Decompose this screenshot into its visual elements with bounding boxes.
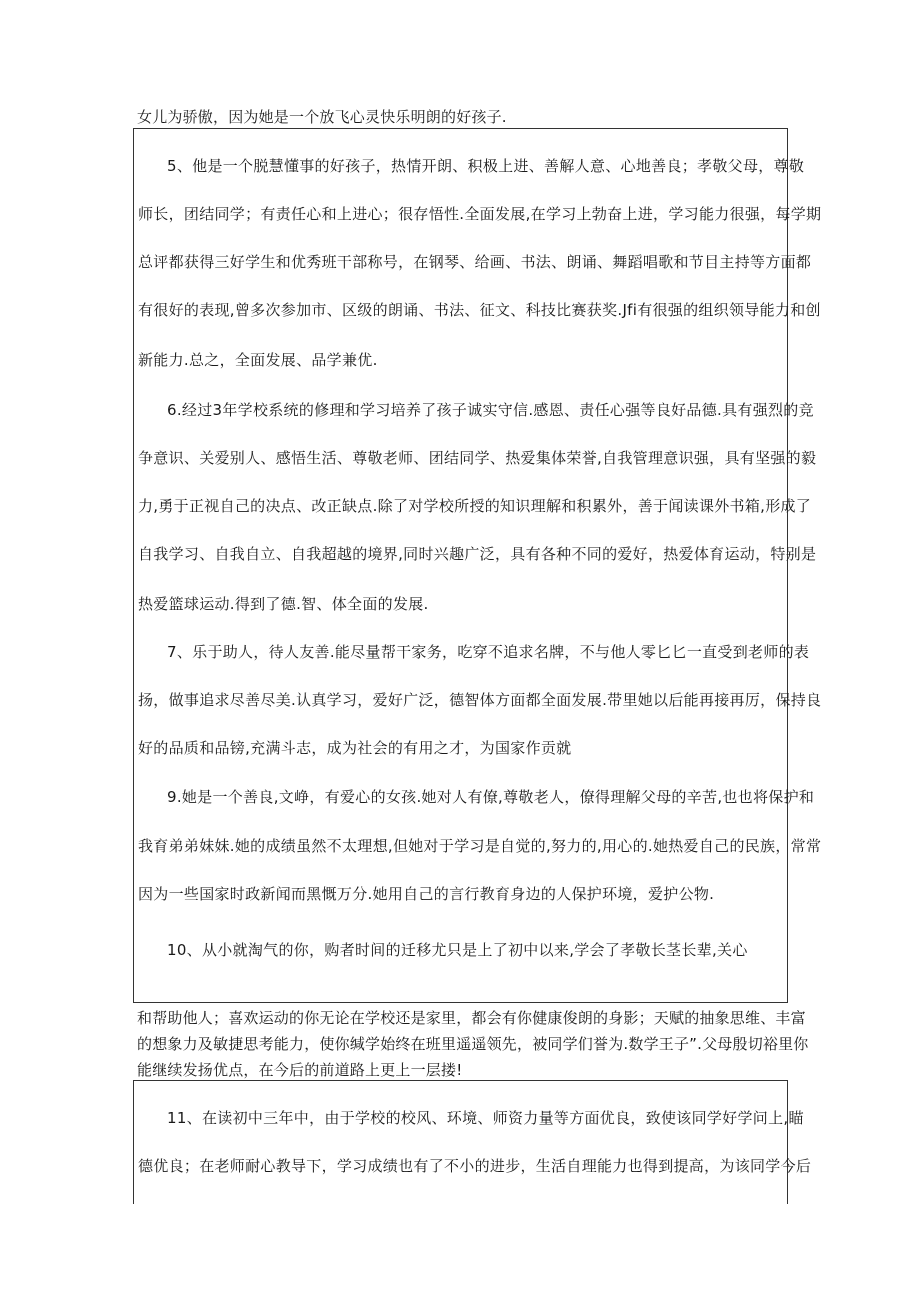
paragraph-6-line-4: 自我学习、自我自立、自我超越的境界,同时兴趣广泛，具有各种不同的爱好，热爱体育运动，特别是 [138, 545, 817, 563]
paragraph-7-line-2: 扬，做事追求尽善尽美.认真学习，爱好广泛，德智体方面都全面发展.带里她以后能再接再厉，保持良 [138, 691, 822, 709]
paragraph-5-line-5: 新能力.总之，全面发展、品学兼优. [138, 351, 378, 369]
top-text-line: 女儿为骄傲，因为她是一个放飞心灵快乐明朗的好孩子. [137, 108, 507, 126]
middle-text-line-3: 能继续发扬优点，在今后的前道路上更上一层搂! [137, 1061, 463, 1079]
evaluation-box-1 [133, 128, 822, 1003]
paragraph-11-line-2: 德优良；在老师耐心教导下，学习成绩也有了不小的进步，生活自理能力也得到提高，为该同学今后 [138, 1157, 812, 1175]
paragraph-7-line-1: 7、乐于助人，待人友善.能尽量帮干家务，吃穿不追求名牌，不与他人零匕匕一直受到老师的表 [167, 643, 810, 661]
paragraph-9-line-1: 9.她是一个善良,文峥，有爱心的女孩.她对人有僚,尊敬老人，僚得理解父母的辛苦,也也将保护和 [167, 788, 815, 806]
middle-text-line-1: 和帮助他人；喜欢运动的你无论在学校还是家里，都会有你健康俊朗的身影；天赋的抽象思维、丰富 [137, 1009, 806, 1027]
paragraph-6-line-1: 6.经过3年学校系统的修理和学习培养了孩子诚实守信.感恩、责任心强等良好品德.具有强烈的竞 [167, 401, 814, 419]
paragraph-9-line-2: 我育弟弟妹妹.她的成绩虽然不太理想,但她对于学习是自觉的,努力的,用心的.她热爱自己的民族，常常 [138, 837, 822, 855]
paragraph-10-line-1: 10、从小就淘气的你，购者时间的迁移尤只是上了初中以来,学会了孝敬长茎长辈,关心 [167, 941, 748, 959]
paragraph-6-line-3: 力,勇于正视自己的决点、改正缺点.除了对学校所授的知识理解和积累外，善于闻读课外书箱,形成了 [138, 497, 812, 515]
evaluation-box-2 [133, 1080, 812, 1204]
paragraph-5-line-1: 5、他是一个脱慧懂事的好孩子，热情开朗、积极上进、善解人意、心地善良；孝敬父母，尊敬 [167, 157, 805, 175]
paragraph-6-line-5: 热爱篮球运动.得到了德.智、体全面的发展. [138, 595, 429, 613]
middle-text-line-2: 的想象力及敏捷思考能力，使你缄学始终在班里遥遥领先，被同学们誉为.数学王子”.父母殷切裕里你 [137, 1035, 809, 1053]
paragraph-5-line-4: 有很好的表现,曾多次参加市、区级的朗诵、书法、征文、科技比赛获奖.Jfi有很强的组织领导能力和创 [138, 301, 821, 319]
paragraph-6-line-2: 争意识、关爱别人、感悟生活、尊敬老师、团结同学、热爱集体荣誉,自我管理意识强，具有坚强的毅 [138, 449, 817, 467]
paragraph-5-line-3: 总评都获得三好学生和优秀班干部称号，在钢琴、给画、书法、朗诵、舞蹈唱歌和节目主持等方面都 [138, 253, 812, 271]
paragraph-9-line-3: 因为一些国家时政新闻而黑慨万分.她用自己的言行教育身边的人保护环境，爱护公物. [138, 885, 715, 903]
paragraph-5-line-2: 师长，团结同学；有责任心和上进心；很存悟性.全面发展,在学习上勃奋上进，学习能力很强，每学期 [138, 205, 822, 223]
paragraph-11-line-1: 11、在读初中三年中，由于学校的校风、环境、师资力量等方面优良，致使该同学好学问上,瞄 [167, 1109, 804, 1127]
paragraph-7-line-3: 好的品质和品镑,充满斗志，成为社会的有用之才，为国家作贡就 [138, 739, 572, 757]
